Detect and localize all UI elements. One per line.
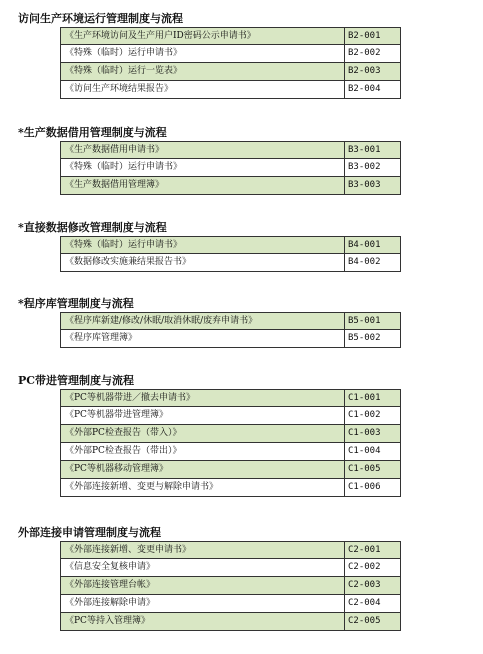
form-name-cell: 《外部连接管理台帐》 bbox=[61, 577, 345, 594]
table-row bbox=[60, 461, 401, 479]
form-table bbox=[60, 389, 401, 497]
form-code-cell: C2-005 bbox=[348, 616, 381, 626]
table-row bbox=[60, 541, 401, 559]
form-name-cell: 《PC等机器移动管理簿》 bbox=[61, 461, 345, 478]
form-name-cell: 《特殊（临时）运行一览表》 bbox=[61, 63, 345, 80]
table-row bbox=[60, 389, 401, 407]
table-row bbox=[60, 312, 401, 330]
form-code-cell: B3-002 bbox=[348, 162, 381, 172]
section-title: *生产数据借用管理制度与流程 bbox=[18, 126, 167, 139]
section-title: PC带进管理制度与流程 bbox=[18, 374, 135, 387]
form-code-cell: C1-002 bbox=[348, 410, 381, 420]
form-code-cell: B2-004 bbox=[348, 84, 381, 94]
form-name-cell: 《PC等机器带进／撤去申请书》 bbox=[61, 390, 345, 406]
form-name-cell: 《特殊（临时）运行申请书》 bbox=[61, 159, 345, 176]
table-row bbox=[60, 559, 401, 577]
form-code-cell: B4-002 bbox=[348, 257, 381, 267]
section-title: 外部连接申请管理制度与流程 bbox=[18, 526, 161, 539]
table-row bbox=[60, 81, 401, 99]
form-code-cell: C1-005 bbox=[348, 464, 381, 474]
form-name-cell: 《外部PC检查报告（带出）》 bbox=[61, 443, 345, 460]
table-row bbox=[60, 330, 401, 348]
form-code-cell: C1-003 bbox=[348, 428, 381, 438]
form-name-cell: 《PC等机器带进管理簿》 bbox=[61, 407, 345, 424]
form-table bbox=[60, 27, 401, 99]
form-code-cell: B2-002 bbox=[348, 48, 381, 58]
section-title: 访问生产环境运行管理制度与流程 bbox=[18, 12, 183, 25]
form-name-cell: 《生产数据借用管理簿》 bbox=[61, 177, 345, 194]
form-name-cell: 《PC等持入管理簿》 bbox=[61, 613, 345, 630]
table-row bbox=[60, 45, 401, 63]
table-row bbox=[60, 595, 401, 613]
section-title: *直接数据修改管理制度与流程 bbox=[18, 221, 167, 234]
table-row bbox=[60, 159, 401, 177]
table-row bbox=[60, 479, 401, 497]
table-row bbox=[60, 254, 401, 272]
form-code-cell: C2-003 bbox=[348, 580, 381, 590]
form-code-cell: B3-001 bbox=[348, 145, 381, 155]
form-code-cell: C2-001 bbox=[348, 545, 381, 555]
form-name-cell: 《数据修改实施兼结果报告书》 bbox=[61, 254, 345, 271]
form-code-cell: C1-006 bbox=[348, 482, 381, 492]
section-title: *程序库管理制度与流程 bbox=[18, 297, 134, 310]
form-code-cell: C2-004 bbox=[348, 598, 381, 608]
table-row bbox=[60, 236, 401, 254]
form-name-cell: 《特殊（临时）运行申请书》 bbox=[61, 237, 345, 253]
table-row bbox=[60, 27, 401, 45]
form-table bbox=[60, 236, 401, 272]
form-code-cell: C1-004 bbox=[348, 446, 381, 456]
form-name-cell: 《生产环境访问及生产用户ID密码公示申请书》 bbox=[61, 28, 345, 44]
form-name-cell: 《外部PC检查报告（带入）》 bbox=[61, 425, 345, 442]
form-code-cell: B3-003 bbox=[348, 180, 381, 190]
table-row bbox=[60, 407, 401, 425]
form-name-cell: 《程序库新建/修改/休眠/取消休眠/废弃申请书》 bbox=[61, 313, 345, 329]
table-row bbox=[60, 443, 401, 461]
table-row bbox=[60, 177, 401, 195]
form-code-cell: C1-001 bbox=[348, 393, 381, 403]
form-code-cell: B5-001 bbox=[348, 316, 381, 326]
form-name-cell: 《访问生产环境结果报告》 bbox=[61, 81, 345, 98]
table-row bbox=[60, 577, 401, 595]
form-name-cell: 《信息安全复核申请》 bbox=[61, 559, 345, 576]
form-table bbox=[60, 141, 401, 195]
form-table bbox=[60, 541, 401, 631]
form-table bbox=[60, 312, 401, 348]
table-row bbox=[60, 63, 401, 81]
form-code-cell: B4-001 bbox=[348, 240, 381, 250]
form-code-cell: C2-002 bbox=[348, 562, 381, 572]
form-name-cell: 《外部连接新增、变更申请书》 bbox=[61, 542, 345, 558]
form-name-cell: 《生产数据借用申请书》 bbox=[61, 142, 345, 158]
form-code-cell: B2-001 bbox=[348, 31, 381, 41]
table-row bbox=[60, 425, 401, 443]
form-name-cell: 《外部连接解除申请》 bbox=[61, 595, 345, 612]
form-name-cell: 《特殊（临时）运行申请书》 bbox=[61, 45, 345, 62]
form-code-cell: B5-002 bbox=[348, 333, 381, 343]
table-row bbox=[60, 141, 401, 159]
form-name-cell: 《程序库管理簿》 bbox=[61, 330, 345, 347]
form-name-cell: 《外部连接新增、变更与解除申请书》 bbox=[61, 479, 345, 496]
form-code-cell: B2-003 bbox=[348, 66, 381, 76]
table-row bbox=[60, 613, 401, 631]
